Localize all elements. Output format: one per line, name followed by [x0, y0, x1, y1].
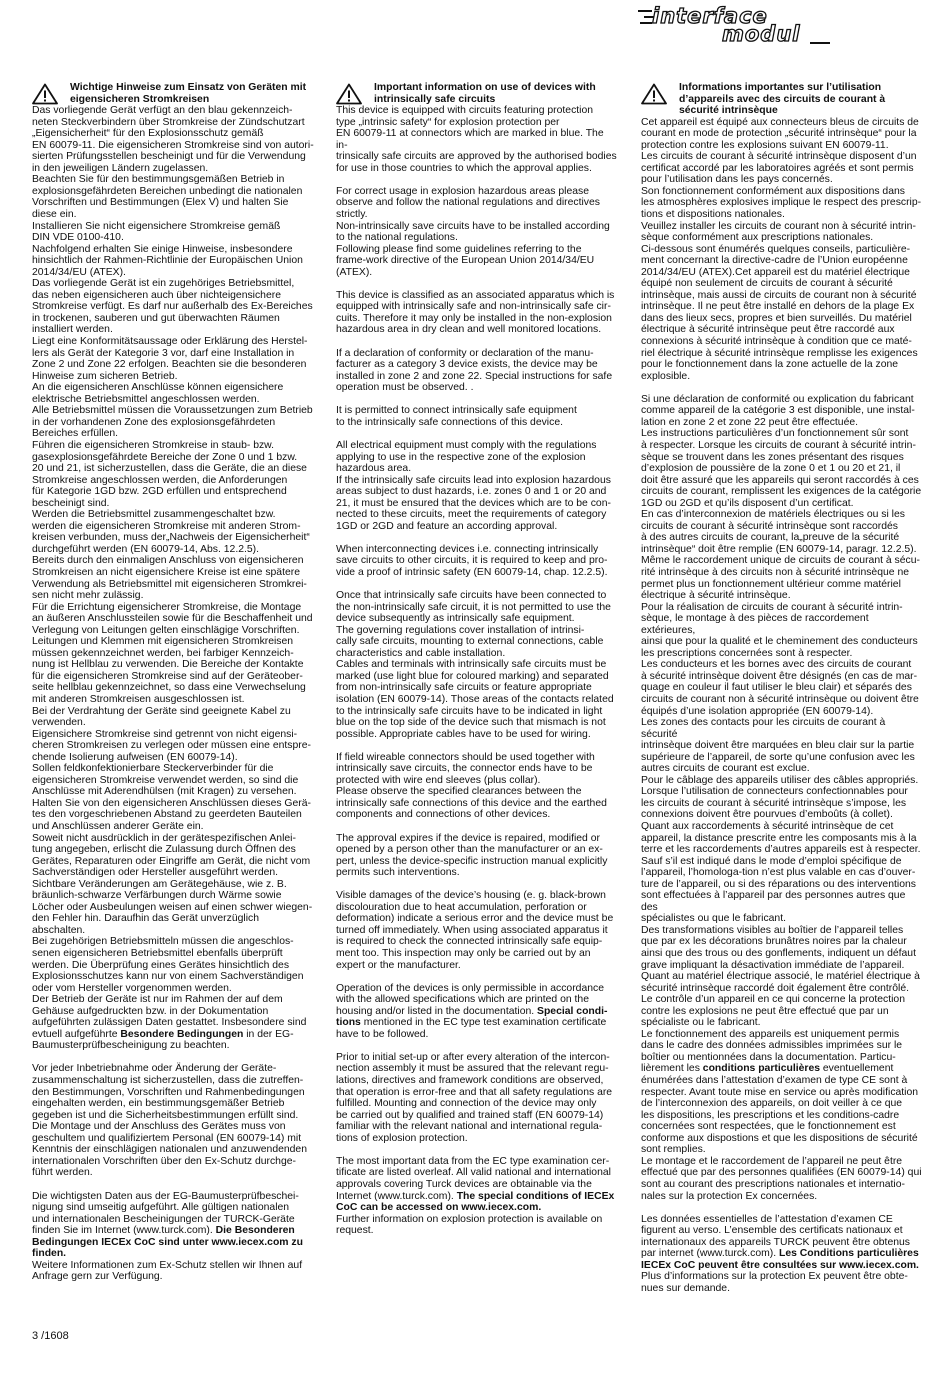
section-header	[641, 82, 923, 117]
paragraph: Visible damages of the device’s housing (e. g. black-brown discolouration due to heat accumulation, perforation or deformation) indicate a serious error and the device must be turned off immediately. When using associated apparatus it is required to check the connected intrinsically safe equip- ment too. This inspection may only be carried out by an expert or the manufacturer.	[336, 890, 614, 971]
paragraph: All electrical equipment must comply with the regulations applying to use in the respective zone of the explosion hazardous area. If the intrinsically safe circuits lead into explosion hazardous areas subject to dust hazards, i.e. zones 0 and 1 or 20 and 21, it must be ensured that the devices which are to be con- nected to these circuits, meet the requirements of category 1GD or 2GD and feature an according approval.	[336, 439, 611, 532]
paragraph-text: Operation of the devices is only permissible in accordance with the allowed specifications which are printed on the housing and/or listed in the documentation.	[336, 982, 604, 1017]
interface-modul-logo	[630, 4, 830, 46]
logo-word-interface: interface	[652, 4, 768, 28]
logo-word-modul: modul	[722, 22, 801, 46]
section-title: Wichtige Hinweise zum Einsatz von Geräten mit eigensicheren Stromkreisen	[70, 82, 307, 105]
paragraph	[336, 1156, 618, 1237]
paragraph-text: in der EG- Baumusterprüfbescheinigung zu beachten.	[32, 1028, 294, 1052]
paragraph: This device is equipped with circuits featuring protection type „intrinsic safety“ for explosion protection per EN 60079-11 at connectors which are marked in blue. The in- trinsically safe circuits are approved by the authorised bodies for use in those countries to which the approval applies.	[336, 105, 617, 174]
paragraph	[641, 1214, 923, 1295]
paragraph-bold-text: conditions particulières	[702, 1063, 821, 1075]
paragraph-text: Further information on explosion protection is available on request.	[336, 1213, 603, 1237]
logo-underline	[810, 42, 830, 44]
paragraph	[336, 983, 618, 1041]
paragraph	[32, 1191, 314, 1283]
section-title: Important information on use of devices with intrinsically safe circuits	[374, 82, 596, 105]
paragraph-text: Les données essentielles de l’attestation d’examen CE figurent au verso. L’ensemble des certificats nationaux et internationaux des appareils TURCK peuvent être obtenus par internet (www.turck.com).	[641, 1213, 910, 1260]
logo-speed-line	[640, 22, 652, 24]
section-title: Informations importantes sur l’utilisation d’appareils avec des circuits de courant à sécurité intrinsèque	[679, 82, 886, 117]
paragraph-text: Das vorliegende Gerät verfügt an den blau gekennzeich- neten Steckverbindern über Stromkreise der Zündschutzart „Eigensicherheit“ für den Explosionsschutz gemäß EN 60079-11. Die eigensicheren Stromkreise sind von autori- sierten Prüfungsstellen bescheinigt und für die Verwendung in den jeweiligen Ländern zugelassen. Beachten Sie für den bestimmungsgemäßen Betrieb in explosionsgefährdeten Bereichen unbedingt die nationalen Vorschriften und Bestimmungen (Elex V) und halten Sie diese ein. Installieren Sie nicht eigensichere Stromkreise gemäß DIN VDE 0100-410. Nachfolgend erhalten Sie einige Hinweise, insbesondere hinsichtlich der Rahmen-Richtlinie der Europäischen Union 2014/34/EU (ATEX). Das vorliegende Gerät ist ein zugehöriges Betriebsmittel, das neben eigensicheren auch über nichteigensichere Stromkreise verfügt. Es darf nur außerhalb des Ex-Bereiches in trockenen, sauberen und gut überwachten Räumen installiert werden. Liegt eine Konformitätsaussage oder Erklärung des Herstel- lers als Gerät der Kategorie 3 vor, darf eine Installation in Zone 2 und Zone 22 erfolgen. Beachten sie die besonderen Hinweise zum sicheren Betrieb. An die eigensicheren Anschlüsse können eigensichere elektrische Betriebsmittel angeschlossen werden. Alle Betriebsmittel müssen die Voraussetzungen zum Betrieb in der vorhandenen Zone des explosionsgefährdeten Bereiches erfüllen. Führen die eigensicheren Stromkreise in staub- bzw. gasexplosionsgefährdete Bereiche der Zone 0 und 1 bzw. 20 und 21, ist sicherzustellen, dass die Geräte, die an diese Stromkreise angeschlossen werden, die Anforderungen für Kategorie 1GD bzw. 2GD erfüllen und entsprechend bescheinigt sind. Werden die Betriebsmittel zusammengeschaltet bzw. werden die eigensicheren Stromkreise mit anderen Strom- kreisen verbunden, muss der„Nachweis der Eigensicherheit“ durchgeführt werden (EN 60079-14, Abs. 12.2.5). Bereits durch den einmaligen Anschluss von eigensicheren Stromkreisen an nicht eigensichere Kreise ist eine spätere Verwendung als Betriebsmittel mit eigensicheren Stromkrei- sen nicht mehr zulässig. Für die Errichtung eigensicherer Stromkreise, die Montage an äußeren Anschlussteilen sowie für die Beschaffenheit und Verlegung von Leitungen gelten einschlägige Vorschriften. Leitungen und Klemmen mit eigensicheren Stromkreisen müssen gekennzeichnet werden, bei farbiger Kennzeich- nung ist Hellblau zu verwenden. Die Bereiche der Kontakte für die eigensicheren Stromkreise sind auf der Geräteober- seite hellblau gekennzeichnet, so dass eine Verwechselung mit anderen Stromkreisen ausgeschlossen ist. Bei der Verdrahtung der Geräte sind geeignete Kabel zu verwenden. Eigensichere Stromkreise sind getrennt von nicht eigensi- cheren Stromkreisen zu verlegen oder müssen eine entspre- chende Isolierung aufweisen (EN 60079-14). Sollen feldkonfektionierbare Steckerverbinder für die eigensicheren Stromkreise verwendet werden, so sind die Anschlüsse mit Aderendhülsen (mit Kragen) zu versehen. Halten Sie von den eigensicheren Anschlüssen dieses Gerä- tes den vorgeschriebenen Abstand zu geerdeten Bauteilen und Anschlüssen anderer Geräte ein. Soweit nicht ausdrücklich in der gerätespezifischen Anlei- tung angegeben, erlischt die Zulassung durch Öffnen des Gerätes, Reparaturen oder Eingriffe am Gerät, die nicht vom Sachverständigen oder Hersteller ausgeführt werden. Sichtbare Veränderungen am Gerätegehäuse, wie z. B. bräunlich-schwarze Verfärbungen durch Wärme sowie Löcher oder Ausbeulungen weisen auf einen schwer wiegen- den Fehler hin. Daraufhin das Gerät unverzüglich abschalten. Bei zugehörigen Betriebsmitteln müssen die angeschlos- senen eigensicheren Betriebsmittel ebenfalls überprüft werden. Die Überprüfung eines Gerätes hinsichtlich des Explosionsschutzes kann nur von einem Sachverständigen oder vom Hersteller vorgenommen werden. Der Betrieb der Geräte ist nur im Rahmen der auf dem Gehäuse aufgedruckten bzw. in der Dokumentation aufgeführten zulässigen Daten gestattet. Insbesondere sind evtuell aufgeführte	[32, 105, 314, 1040]
paragraph: If a declaration of conformity or declaration of the manu- facturer as a category 3 device exists, the device may be installed in zone 2 and zone 22. Special instructions for safe operation must be observed. .	[336, 347, 613, 394]
paragraph: For correct usage in explosion hazardous areas please observe and follow the national regulations and directives strictly. Non-intrinsically save circuits have to be installed according to the national regulations. Following please find some guidelines referring to the frame-work directive of the European Union 2014/34/EU (ATEX).	[336, 185, 610, 278]
paragraph: This device is classified as an associated apparatus which is equipped with intrinsically safe and non-intrinsically safe cir- cuits. Therefore it may only be installed in the non-explosion hazardous area in dry clean and well monitored locations.	[336, 289, 615, 336]
warning-triangle-icon	[32, 83, 58, 105]
paragraph-text: Si une déclaration de conformité ou explication du fabricant comme appareil de la catégorie 3 est disponible, une instal- lation en zone 2 et zone 22 peut être effectuée. Les instructions particulières d’un fonctionnement sûr sont à respecter. Lorsque les circuits de courant à sécurité intrin- sèque se trouvent dans les zones présentant des risques d’explosion de poussière de la zone 0 et 1 ou 20 et 21, il doit être assuré que les appareils qui seront raccordés à ces circuits de courant, remplissent les exigences de la catégorie 1GD ou 2GD et qu’ils disposent d’un certificat. En cas d’interconnexion de matériels électriques ou si les circuits de courant à sécurité intrinsèque sont raccordés à des autres circuits de courant, la„preuve de la sécurité intrinsèque“ doit être remplie (EN 60079-14, paragr. 12.2.5). Même le raccordement unique de circuits de courant à sécu- rité intrinsèque à des circuits non à sécurité intrinsèque ne permet plus un fonctionnement ultérieur comme matériel électrique à sécurité intrinsèque. Pour la réalisation de circuits de courant à sécurité intrin- sèque, le montage à des pièces de raccordement extérieures, ainsi que pour la qualité et le cheminement des conducteurs les prescriptions concernées sont à respecter. Les conducteurs et les bornes avec des circuits de courant à sécurité intrinsèque doivent être désignés (en cas de mar- quage en couleur il faut utiliser le bleu clair) et séparés des circuits de courant non à sécurité intrinsèque ou doivent être équipés d’une isolation appropriée (EN 60079-14). Les zones des contacts pour les circuits de courant à sécurité intrinsèque doivent être marquées en bleu clair sur la partie supérieure de l’appareil, de sorte qu’une confusion avec les autres circuits de courant est exclue. Pour le câblage des appareils utiliser des câbles appropriés. Lorsque l’utilisation de connecteurs confectionnables pour les circuits de courant à sécurité intrinsèque s’impose, les connexions doivent être pourvues d’emboûts (à collet). Quant aux raccordements à sécurité intrinsèque de cet appareil, la distance prescrite entre les composants mis à la terre et les raccordements d’autres appareils est à respecter. Sauf s’il est indiqué dans le mode d’emploi spécifique de l’appareil, l’homologa-tion n’est plus valable en cas d’ouver- ture de l’appareil, ou si des réparations ou des interventions sont effectuées à l’appareil par des personnes autres que des spécialistes ou que le fabricant. Des transformations visibles au boîtier de l’appareil telles que par ex les décorations brunâtres noires par la chaleur ainsi que des trous ou des gonflements, indiquent un défaut grave impliquant la désactivation immédiate de l’appareil. Quant au matériel électrique associé, le matériel électrique à sécurité intrinsèque raccordé doit également être contrôlé. Le contrôle d’un appareil en ce qui concerne la protection contre les explosions ne peut être effectué que par un spécialiste ou le fabricant. Le fonctionnement des appareils est uniquement permis dans le cadre des données admissibles imprimées sur le boîtier ou mentionnées dans la documentation. Particu- lièrement les	[641, 393, 922, 1075]
page-number: 3 /1608	[32, 1330, 69, 1342]
paragraph-bold-text: Die Besonderen Bedingungen IECEx CoC sind unter www.iecex.com zu finden.	[32, 1225, 303, 1260]
column-german	[32, 82, 314, 1283]
paragraph	[641, 394, 923, 1202]
paragraph: It is permitted to connect intrinsically safe equipment to the intrinsically safe connections of this device.	[336, 405, 577, 428]
column-english	[336, 82, 618, 1237]
paragraph-bold-text: Besondere Bedingungen	[120, 1028, 244, 1040]
paragraph-bold-text: Les Conditions particulières IECEx CoC peuvent être consultées sur www.iecex.com.	[641, 1248, 919, 1271]
paragraph: When interconnecting devices i.e. connecting intrinsically save circuits to other circuits, it is required to keep and pro- vide a proof of intrinsic safety (EN 60079-14, chap. 12.2.5).	[336, 543, 608, 578]
paragraph: If field wireable connectors should be used together with intrinsically save circuits, the connector ends have to be protected with wire end sleeves (plus collar). Please observe the specified clearances between the intrinsically safe connections of this device and the earthed components and connections of other devices.	[336, 751, 607, 821]
paragraph: Once that intrinsically safe circuits have been connected to the non-intrinsically safe circuit, it is not permitted to use the device subsequently as intrinsically safe equipment. The governing regulations cover installation of intrinsi- cally safe circuits, mounting to external connections, cable characteristics and cable installation. Cables and terminals with intrinsically safe circuits must be marked (use light blue for coloured marking) and separated from non-intrinsically safe circuits or feature appropriate isolation (EN 60079-14). Those areas of the contacts related to the intrinsically safe circuits have to be indicated in light blue on the top side of the device such that mismach is not possible. Appropriate cables have to be used for wiring.	[336, 590, 614, 740]
section-header	[32, 82, 314, 105]
paragraph-bold-text: The special conditions of IECEx CoC can be accessed on www.iecex.com.	[336, 1190, 615, 1214]
warning-triangle-icon	[336, 83, 362, 105]
paragraph: Prior to initial set-up or after every alteration of the intercon- nection assembly it must be assured that the relevant regu- lations, directives and framework conditions are observed, that operation is error-free and that all safety regulations are fulfilled. Mounting and connection of the device may only be carried out by qualified and trained staff (EN 60079-14) familiar with the relevant national and international regula- tions of explosion protection.	[336, 1051, 613, 1144]
section-header	[336, 82, 618, 105]
paragraph: Vor jeder Inbetriebnahme oder Änderung der Geräte- zusammenschaltung ist sicherzustellen, dass die zutreffen- den Bestimmungen, Vorschriften und Rahmenbedingungen eingehalten werden, ein bestimmungsgemäßer Betrieb gegeben ist und die Sicherheitsbestimmungen erfüllt sind. Die Montage und der Anschluss des Gerätes muss von geschultem und qualifiziertem Personal (EN 60079-14) mit Kenntnis der einschlägigen nationalen und anzuwendenden internationalen Vorschriften über den Ex-Schutz durchge- führt werden.	[32, 1063, 307, 1179]
paragraph-bold-text: Special condi- tions	[336, 1005, 608, 1029]
paragraph-text: The most important data from the EC type examination cer- tificate are listed overleaf. All valid national and international approvals covering Turck devices are obtainable via the Internet (www.turck.com).	[336, 1155, 611, 1202]
paragraph-text: Die wichtigsten Daten aus der EG-Baumusterprüfbeschei- nigung sind umseitig aufgeführt. Alle gültigen nationalen und internationalen Bescheinigungen der TURCK-Geräte finden Sie im Internet (www.turck.com).	[32, 1190, 299, 1237]
paragraph	[32, 105, 314, 1052]
column-french	[641, 82, 923, 1294]
warning-triangle-icon	[641, 83, 667, 105]
paragraph-text: mentioned in the EC type test examination certificate have to be followed.	[336, 1017, 607, 1040]
logo-speed-line	[638, 10, 652, 12]
paragraph-text: Plus d’informations sur la protection Ex peuvent être obte- nues sur demande.	[641, 1271, 908, 1294]
paragraph-text: Weitere Informationen zum Ex-Schutz stellen wir Ihnen auf Anfrage gern zur Verfügung.	[32, 1259, 303, 1283]
paragraph: Cet appareil est équipé aux connecteurs bleus de circuits de courant en mode de protection „sécurité intrinsèque“ pour la protection contre les explosions suivant EN 60079-11. Les circuits de courant à sécurité intrinsèque disposent d’un certificat accordé par les laboratoires agréés et sont permis pour l’utilisation dans les pays concernés. Son fonctionnement conformément aux dispositions dans les atmosphères explosives implique le respect des prescrip- tions et dispositions nationales. Veuillez installer les circuits de courant non à sécurité intrin- sèque conformément aux prescriptions nationales. Ci-dessous sont énumérés quelques conseils, particulière- ment concernant la directive-cadre de l’Union européenne 2014/34/EU (ATEX).Cet appareil est du matériel électrique équipé non seulement de circuits de courant à sécurité intrinsèque, mais aussi de circuits de courant non à sécurité intrinsèque. Il ne peut être installé en dehors de la plage Ex dans des lieux secs, propres et bien surveillés. Du matériel électrique à sécurité intrinsèque peut être raccordé aux connexions à sécurité intrinsèque à condition que ce maté- riel électrique à sécurité intrinsèque remplisse les exigences pour le fonctionnement dans la zone actuelle de la zone explosible.	[641, 116, 922, 382]
paragraph-text: eventuellement énumérées dans l’attestation d’examen de type CE sont à respecter. Avant toute mise en service ou après modification de l’interconnexion des appareils, on doit veiller à ce que les dispositions, les prescriptions et les conditions-cadre concernées sont respectées, que le fonctionnement est conforme aux dispostions et que les dispositions de sécurité sont remplies. Le montage et le raccordement de l’appareil ne peut être effectué que par des personnes qualifiées (EN 60079-14) qui sont au courant des prescriptions nationales et internatio- nales sur la protection Ex concernées.	[641, 1063, 922, 1202]
paragraph: The approval expires if the device is repaired, modified or opened by a person other than the manufacturer or an ex- pert, unless the device-specific instruction manual explicitly permits such interventions.	[336, 832, 608, 879]
